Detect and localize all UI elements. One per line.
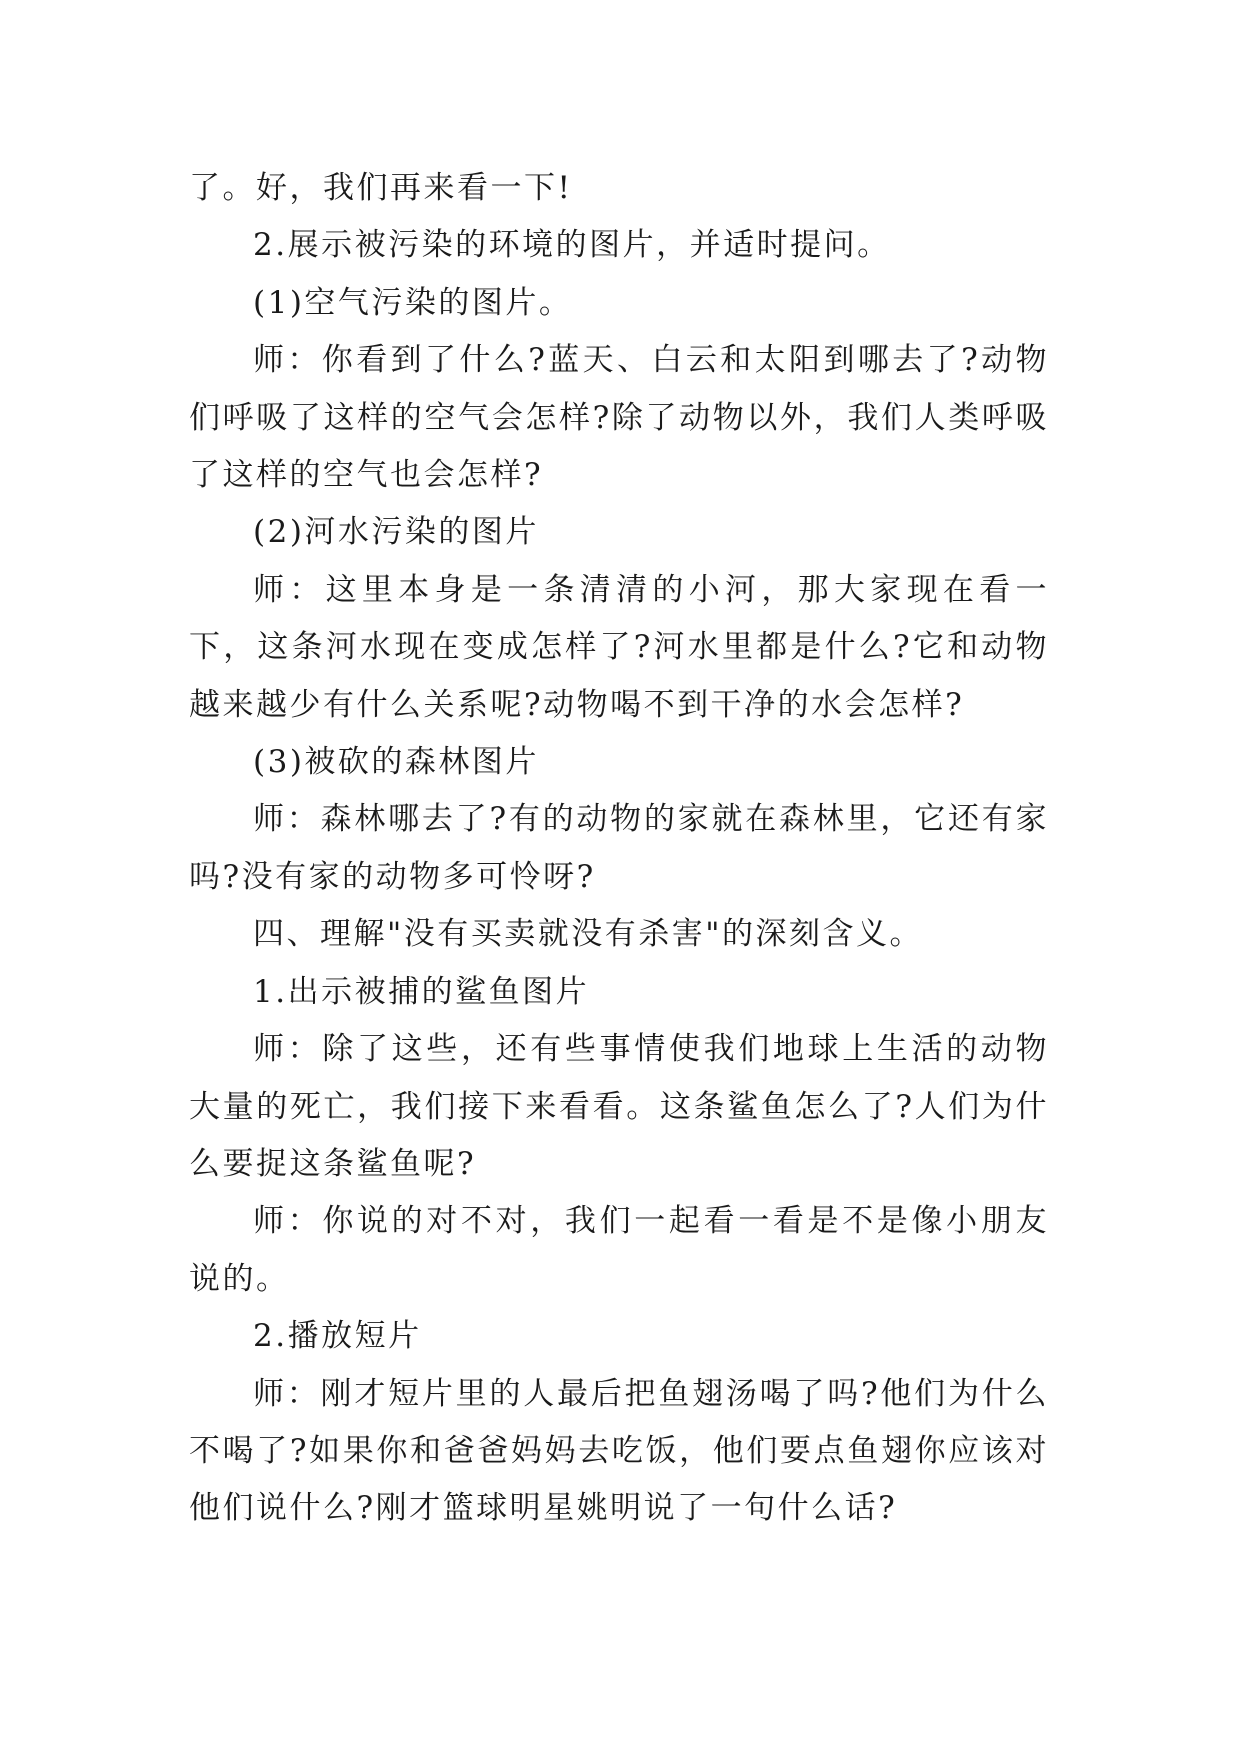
paragraph-1: 了。好，我们再来看一下! xyxy=(189,170,573,206)
paragraph-6: 师：这里本身是一条清清的小河，那大家现在看一下，这条河水现在变成怎样了?河水里都是什么?它和动物越来越少有什么关系呢?动物喝不到干净的水会怎样? xyxy=(189,571,1049,723)
paragraph-14: 师：刚才短片里的人最后把鱼翅汤喝了吗?他们为什么不喝了?如果你和爸爸妈妈去吃饭，他们要点鱼翅你应该对他们说什么?刚才篮球明星姚明说了一句什么话? xyxy=(189,1375,1049,1527)
paragraph-3: (1)空气污染的图片。 xyxy=(253,284,573,321)
paragraph-13: 2.播放短片 xyxy=(253,1318,422,1355)
paragraph-4: 师：你看到了什么?蓝天、白云和太阳到哪去了?动物们呼吸了这样的空气会怎样?除了动物以外，我们人类呼吸了这样的空气也会怎样? xyxy=(189,342,1049,494)
paragraph-8: 师：森林哪去了?有的动物的家就在森林里，它还有家吗?没有家的动物多可怜呀? xyxy=(189,801,1049,895)
paragraph-12: 师：你说的对不对，我们一起看一看是不是像小朋友说的。 xyxy=(189,1203,1049,1297)
paragraph-9: 四、理解"没有买卖就没有杀害"的深刻含义。 xyxy=(253,916,924,953)
paragraph-10: 1.出示被捕的鲨鱼图片 xyxy=(253,973,590,1010)
document-body xyxy=(189,160,1049,1538)
paragraph-5: (2)河水污染的图片 xyxy=(253,514,539,551)
paragraph-11: 师：除了这些，还有些事情使我们地球上生活的动物大量的死亡，我们接下来看看。这条鲨鱼怎么了?人们为什么要捉这条鲨鱼呢? xyxy=(189,1031,1049,1182)
paragraph-2: 2.展示被污染的环境的图片，并适时提问。 xyxy=(253,227,891,264)
paragraph-7: (3)被砍的森林图片 xyxy=(253,744,539,781)
